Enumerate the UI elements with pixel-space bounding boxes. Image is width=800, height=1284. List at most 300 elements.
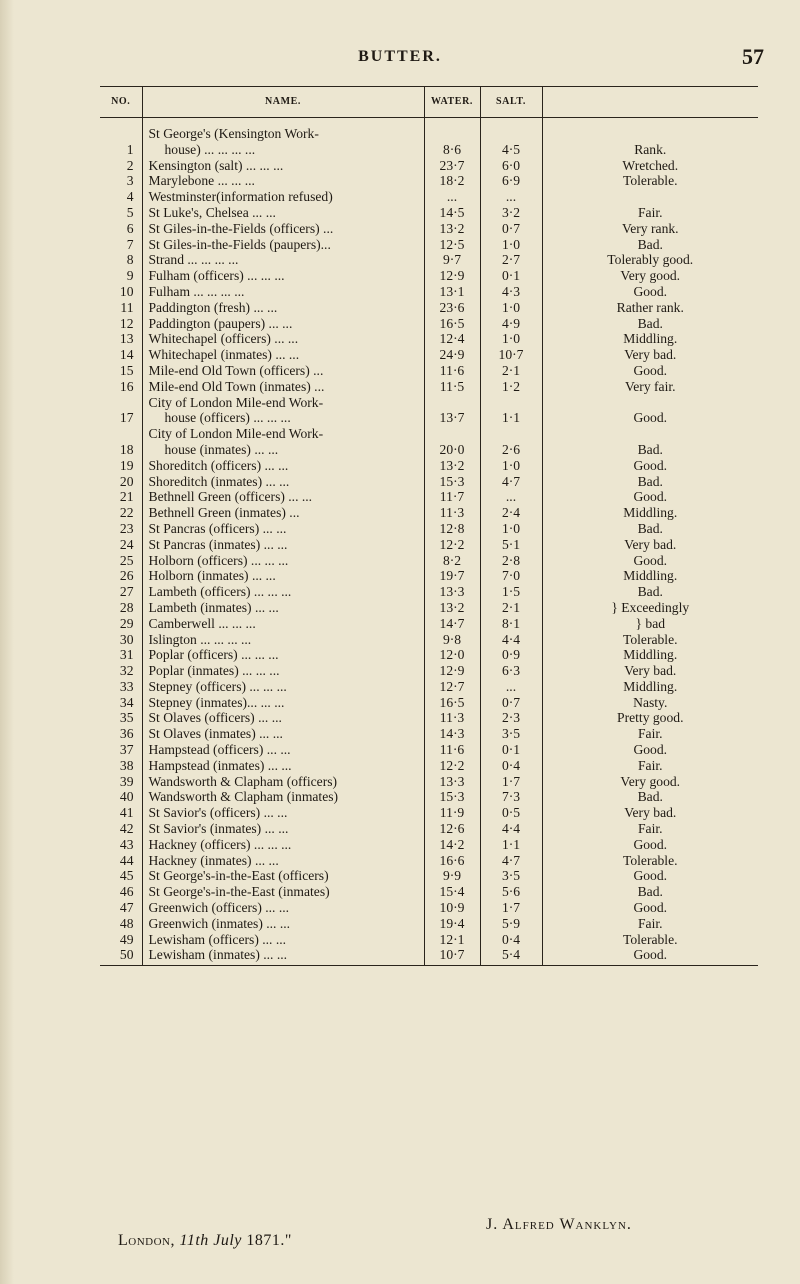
row-remark: Nasty. — [542, 695, 758, 711]
table-row — [100, 616, 758, 632]
row-number: 24 — [119, 536, 134, 552]
row-water: 12·9 — [424, 268, 480, 284]
row-water: 13·2 — [424, 600, 480, 616]
row-remark: Tolerable. — [542, 632, 758, 648]
row-name — [142, 316, 424, 332]
row-remark: Very bad. — [542, 663, 758, 679]
row-number: 28 — [119, 599, 134, 615]
row-remark: Wretched. — [542, 158, 758, 174]
row-remark: Tolerable. — [542, 853, 758, 869]
row-salt: 8·1 — [480, 616, 542, 632]
row-salt: 0·5 — [480, 805, 542, 821]
table-row — [100, 647, 758, 663]
row-salt: 6·3 — [480, 663, 542, 679]
table-row — [100, 932, 758, 948]
row-name — [142, 505, 424, 521]
table-row — [100, 347, 758, 363]
row-name — [142, 489, 424, 505]
row-number: 8 — [126, 252, 134, 268]
table-row — [100, 316, 758, 332]
row-water: 13·3 — [424, 584, 480, 600]
row-remark: Very fair. — [542, 379, 758, 395]
row-name — [142, 900, 424, 916]
row-name — [142, 347, 424, 363]
row-water: 10·7 — [424, 947, 480, 965]
row-water: 14·2 — [424, 837, 480, 853]
row-number: 47 — [119, 900, 134, 916]
row-salt: ... — [480, 489, 542, 505]
row-number: 25 — [119, 552, 134, 568]
row-name-line: St George's-in-the-East (officers) — [148, 868, 329, 884]
row-water: 11·5 — [424, 379, 480, 395]
row-name-line: Shoreditch (officers) ... ... — [148, 457, 289, 473]
row-name-line: Camberwell ... ... ... — [148, 615, 256, 631]
row-remark: } bad — [542, 616, 758, 632]
row-name-line: Bethnell Green (inmates) ... — [148, 505, 300, 521]
row-remark: Very bad. — [542, 537, 758, 553]
row-number: 4 — [126, 189, 134, 205]
row-number: 18 — [119, 441, 134, 457]
table-header-row — [100, 87, 758, 118]
row-name-line: St Pancras (inmates) ... ... — [148, 536, 288, 552]
row-name-line: Strand ... ... ... ... — [148, 252, 239, 268]
row-name-line: St Savior's (officers) ... ... — [148, 805, 288, 821]
page-number: 57 — [742, 44, 764, 69]
row-number: 42 — [119, 821, 134, 837]
row-remark: Bad. — [542, 316, 758, 332]
row-water: 18·2 — [424, 173, 480, 189]
table-row — [100, 173, 758, 189]
row-name — [142, 126, 424, 158]
row-name — [142, 284, 424, 300]
row-remark: Rank. — [542, 126, 758, 158]
row-name-line: Fulham ... ... ... ... — [148, 283, 245, 299]
row-salt: 4·5 — [480, 126, 542, 158]
row-number: 49 — [119, 931, 134, 947]
table-row — [100, 884, 758, 900]
row-water: 16·5 — [424, 316, 480, 332]
row-name-line: Bethnell Green (officers) ... ... — [148, 489, 313, 505]
row-water: 9·8 — [424, 632, 480, 648]
row-name-line: St Giles-in-the-Fields (officers) ... — [148, 220, 334, 236]
row-name — [142, 742, 424, 758]
row-remark: Good. — [542, 395, 758, 427]
table-row — [100, 300, 758, 316]
row-name-line: St Giles-in-the-Fields (paupers)... — [148, 236, 331, 252]
row-number: 36 — [119, 726, 134, 742]
row-water: 9·9 — [424, 868, 480, 884]
row-remark: Middling. — [542, 647, 758, 663]
table-row — [100, 679, 758, 695]
row-number: 26 — [119, 568, 134, 584]
row-remark — [542, 189, 758, 205]
row-water: ... — [424, 189, 480, 205]
row-remark: } Exceedingly — [542, 600, 758, 616]
table-row — [100, 789, 758, 805]
row-number: 14 — [119, 347, 134, 363]
row-water: 14·7 — [424, 616, 480, 632]
row-salt: 2·3 — [480, 710, 542, 726]
row-name-line: Shoreditch (inmates) ... ... — [148, 473, 290, 489]
row-number: 39 — [119, 773, 134, 789]
row-name-line: Hampstead (officers) ... ... — [148, 742, 291, 758]
row-salt: 4·4 — [480, 632, 542, 648]
row-number: 30 — [119, 631, 134, 647]
row-number: 35 — [119, 710, 134, 726]
row-name-line: Mile-end Old Town (inmates) ... — [148, 378, 325, 394]
row-remark: Bad. — [542, 584, 758, 600]
row-remark: Good. — [542, 363, 758, 379]
row-name-line: house (inmates) ... ... — [164, 441, 279, 457]
table-row — [100, 379, 758, 395]
row-salt: 2·7 — [480, 252, 542, 268]
row-salt: 6·9 — [480, 173, 542, 189]
row-salt: 4·4 — [480, 821, 542, 837]
row-number: 34 — [119, 694, 134, 710]
row-name — [142, 584, 424, 600]
table-row — [100, 805, 758, 821]
row-remark: Middling. — [542, 505, 758, 521]
row-name-line: house (officers) ... ... ... — [164, 410, 291, 426]
row-name-line: Marylebone ... ... ... — [148, 173, 255, 189]
row-water: 8·2 — [424, 553, 480, 569]
row-salt: 7·3 — [480, 789, 542, 805]
row-salt: 5·4 — [480, 947, 542, 965]
row-remark: Good. — [542, 868, 758, 884]
column-header-remark — [542, 87, 758, 118]
row-name — [142, 805, 424, 821]
row-salt: 10·7 — [480, 347, 542, 363]
table-row — [100, 284, 758, 300]
row-water: 12·0 — [424, 647, 480, 663]
row-remark: Good. — [542, 837, 758, 853]
row-water: 11·6 — [424, 363, 480, 379]
row-name — [142, 537, 424, 553]
table-row — [100, 489, 758, 505]
row-remark: Fair. — [542, 821, 758, 837]
row-remark: Bad. — [542, 426, 758, 458]
row-remark: Very good. — [542, 268, 758, 284]
row-remark: Very bad. — [542, 347, 758, 363]
row-remark: Good. — [542, 900, 758, 916]
row-water: 13·2 — [424, 221, 480, 237]
row-number: 19 — [119, 457, 134, 473]
row-remark: Good. — [542, 489, 758, 505]
row-water: 23·7 — [424, 158, 480, 174]
table-row — [100, 395, 758, 427]
row-salt: 1·1 — [480, 395, 542, 427]
row-name-line: Mile-end Old Town (officers) ... — [148, 362, 324, 378]
row-number: 6 — [126, 220, 134, 236]
row-name-line: Hampstead (inmates) ... ... — [148, 757, 292, 773]
table-row — [100, 205, 758, 221]
row-name — [142, 679, 424, 695]
row-remark: Bad. — [542, 474, 758, 490]
row-salt: 4·9 — [480, 316, 542, 332]
row-salt: 2·8 — [480, 553, 542, 569]
row-number: 5 — [126, 204, 134, 220]
row-salt: 3·5 — [480, 726, 542, 742]
table-row — [100, 663, 758, 679]
row-number: 7 — [126, 236, 134, 252]
table-row — [100, 458, 758, 474]
row-water: 13·7 — [424, 395, 480, 427]
row-remark: Good. — [542, 553, 758, 569]
row-salt: 2·1 — [480, 600, 542, 616]
row-remark: Fair. — [542, 726, 758, 742]
row-water: 9·7 — [424, 252, 480, 268]
row-name — [142, 568, 424, 584]
row-name-line: City of London Mile-end Work- — [148, 426, 324, 442]
row-remark: Middling. — [542, 679, 758, 695]
row-remark: Fair. — [542, 205, 758, 221]
row-water: 12·7 — [424, 679, 480, 695]
row-name — [142, 695, 424, 711]
table-row — [100, 331, 758, 347]
row-salt: 4·7 — [480, 853, 542, 869]
footer-place: London, — [118, 1232, 180, 1249]
row-name — [142, 363, 424, 379]
row-name-line: City of London Mile-end Work- — [148, 394, 324, 410]
row-name-line: Fulham (officers) ... ... ... — [148, 268, 285, 284]
row-water: 14·5 — [424, 205, 480, 221]
row-remark: Very bad. — [542, 805, 758, 821]
row-name-line: Islington ... ... ... ... — [148, 631, 252, 647]
row-name — [142, 710, 424, 726]
row-number: 40 — [119, 789, 134, 805]
page-binding-edge — [0, 0, 14, 1284]
row-number: 12 — [119, 315, 134, 331]
butter-analysis-table-wrap — [100, 86, 758, 966]
row-name-line: Westminster(information refused) — [148, 189, 333, 205]
row-name-line: St Pancras (officers) ... ... — [148, 520, 287, 536]
table-row — [100, 268, 758, 284]
row-number: 48 — [119, 915, 134, 931]
row-number: 16 — [119, 378, 134, 394]
column-header-salt: SALT. — [480, 87, 542, 118]
row-number: 32 — [119, 663, 134, 679]
row-name-line: Whitechapel (inmates) ... ... — [148, 347, 300, 363]
footer-year: 1871." — [241, 1232, 292, 1249]
table-row — [100, 363, 758, 379]
row-remark: Very good. — [542, 774, 758, 790]
row-name — [142, 758, 424, 774]
row-name-line: St Luke's, Chelsea ... ... — [148, 204, 276, 220]
row-salt: 0·1 — [480, 268, 542, 284]
table-row — [100, 252, 758, 268]
row-number: 13 — [119, 331, 134, 347]
table-row — [100, 568, 758, 584]
running-title: BUTTER. — [358, 48, 442, 65]
row-water: 23·6 — [424, 300, 480, 316]
table-row — [100, 821, 758, 837]
row-name — [142, 553, 424, 569]
row-salt: ... — [480, 679, 542, 695]
column-header-water: WATER. — [424, 87, 480, 118]
row-salt: ... — [480, 189, 542, 205]
row-name — [142, 616, 424, 632]
row-name-line: Holborn (officers) ... ... ... — [148, 552, 289, 568]
table-row — [100, 868, 758, 884]
row-name-line: Lambeth (officers) ... ... ... — [148, 584, 292, 600]
row-name — [142, 600, 424, 616]
row-water: 19·4 — [424, 916, 480, 932]
row-salt: 1·2 — [480, 379, 542, 395]
row-water: 12·4 — [424, 331, 480, 347]
row-water: 16·6 — [424, 853, 480, 869]
row-name-line: house) ... ... ... ... — [164, 141, 256, 157]
row-name-line: Stepney (inmates)... ... ... — [148, 694, 285, 710]
row-salt: 2·1 — [480, 363, 542, 379]
row-salt: 6·0 — [480, 158, 542, 174]
row-name — [142, 237, 424, 253]
row-name-line: St Savior's (inmates) ... ... — [148, 821, 289, 837]
row-salt: 2·4 — [480, 505, 542, 521]
table-row — [100, 837, 758, 853]
row-number: 23 — [119, 520, 134, 536]
row-name — [142, 379, 424, 395]
table-row — [100, 900, 758, 916]
row-water: 13·2 — [424, 458, 480, 474]
table-row — [100, 426, 758, 458]
row-name — [142, 300, 424, 316]
row-name — [142, 189, 424, 205]
row-name — [142, 774, 424, 790]
row-salt: 1·0 — [480, 300, 542, 316]
row-name — [142, 663, 424, 679]
row-water: 12·8 — [424, 521, 480, 537]
row-number: 20 — [119, 473, 134, 489]
row-salt: 7·0 — [480, 568, 542, 584]
row-water: 13·3 — [424, 774, 480, 790]
row-salt: 5·6 — [480, 884, 542, 900]
row-number: 50 — [100, 947, 142, 965]
row-water: 12·9 — [424, 663, 480, 679]
row-name — [142, 458, 424, 474]
row-salt: 0·7 — [480, 695, 542, 711]
row-name — [142, 853, 424, 869]
row-remark: Tolerable. — [542, 173, 758, 189]
row-name-line: Holborn (inmates) ... ... — [148, 568, 276, 584]
row-name — [142, 884, 424, 900]
row-remark: Tolerable. — [542, 932, 758, 948]
row-name — [142, 221, 424, 237]
butter-analysis-table — [100, 86, 758, 966]
table-row — [100, 947, 758, 965]
row-remark: Bad. — [542, 884, 758, 900]
row-name — [142, 252, 424, 268]
row-water: 13·1 — [424, 284, 480, 300]
row-name — [142, 632, 424, 648]
row-water: 11·7 — [424, 489, 480, 505]
row-name-line: Lambeth (inmates) ... ... — [148, 599, 279, 615]
row-remark: Bad. — [542, 237, 758, 253]
row-salt: 5·9 — [480, 916, 542, 932]
row-number: 31 — [119, 647, 134, 663]
footer-date-italic: 11th July — [179, 1232, 242, 1249]
row-number: 21 — [119, 489, 134, 505]
table-row — [100, 505, 758, 521]
row-salt: 1·1 — [480, 837, 542, 853]
row-salt: 1·0 — [480, 237, 542, 253]
row-remark: Good. — [542, 947, 758, 965]
row-name-line: Hackney (inmates) ... ... — [148, 852, 279, 868]
row-remark: Good. — [542, 284, 758, 300]
row-water: 11·6 — [424, 742, 480, 758]
row-salt: 4·3 — [480, 284, 542, 300]
row-number: 44 — [119, 852, 134, 868]
author-signature: J. Alfred Wanklyn. — [486, 1216, 632, 1233]
row-water: 19·7 — [424, 568, 480, 584]
row-name — [142, 205, 424, 221]
row-salt: 0·4 — [480, 932, 542, 948]
row-water: 12·6 — [424, 821, 480, 837]
row-water: 8·6 — [424, 126, 480, 158]
table-row — [100, 126, 758, 158]
column-header-name: NAME. — [142, 87, 424, 118]
table-row — [100, 742, 758, 758]
row-name-line: Hackney (officers) ... ... ... — [148, 836, 292, 852]
row-number: 38 — [119, 757, 134, 773]
row-salt: 1·7 — [480, 900, 542, 916]
table-row — [100, 189, 758, 205]
row-name — [142, 932, 424, 948]
row-remark: Middling. — [542, 568, 758, 584]
table-row — [100, 916, 758, 932]
footer-date — [118, 1232, 292, 1250]
row-number: 10 — [119, 283, 134, 299]
row-salt: 3·2 — [480, 205, 542, 221]
table-row — [100, 537, 758, 553]
table-row — [100, 584, 758, 600]
row-salt: 0·1 — [480, 742, 542, 758]
row-water: 14·3 — [424, 726, 480, 742]
table-row — [100, 521, 758, 537]
table-row — [100, 158, 758, 174]
table-row — [100, 758, 758, 774]
row-remark: Bad. — [542, 789, 758, 805]
row-water: 12·5 — [424, 237, 480, 253]
row-salt: 2·6 — [480, 426, 542, 458]
row-number: 45 — [119, 868, 134, 884]
row-name — [142, 158, 424, 174]
row-name-line: Whitechapel (officers) ... ... — [148, 331, 299, 347]
row-number: 27 — [119, 584, 134, 600]
table-row — [100, 695, 758, 711]
row-number: 3 — [126, 173, 134, 189]
row-water: 11·3 — [424, 505, 480, 521]
table-row — [100, 710, 758, 726]
row-remark: Fair. — [542, 916, 758, 932]
row-name-line: Lewisham (inmates) ... ... — [148, 947, 288, 963]
row-name — [142, 916, 424, 932]
row-remark: Good. — [542, 742, 758, 758]
row-name-line: St Olaves (inmates) ... ... — [148, 726, 283, 742]
row-number: 33 — [119, 678, 134, 694]
row-name-line: Wandsworth & Clapham (inmates) — [148, 789, 339, 805]
row-water: 24·9 — [424, 347, 480, 363]
table-row — [100, 853, 758, 869]
row-remark: Good. — [542, 458, 758, 474]
row-name-line: Kensington (salt) ... ... ... — [148, 157, 284, 173]
column-header-no: NO. — [100, 87, 142, 118]
row-name — [142, 789, 424, 805]
row-name-line: St George's (Kensington Work- — [148, 126, 319, 141]
row-number: 29 — [119, 615, 134, 631]
row-name — [142, 395, 424, 427]
table-row — [100, 553, 758, 569]
row-salt: 3·5 — [480, 868, 542, 884]
